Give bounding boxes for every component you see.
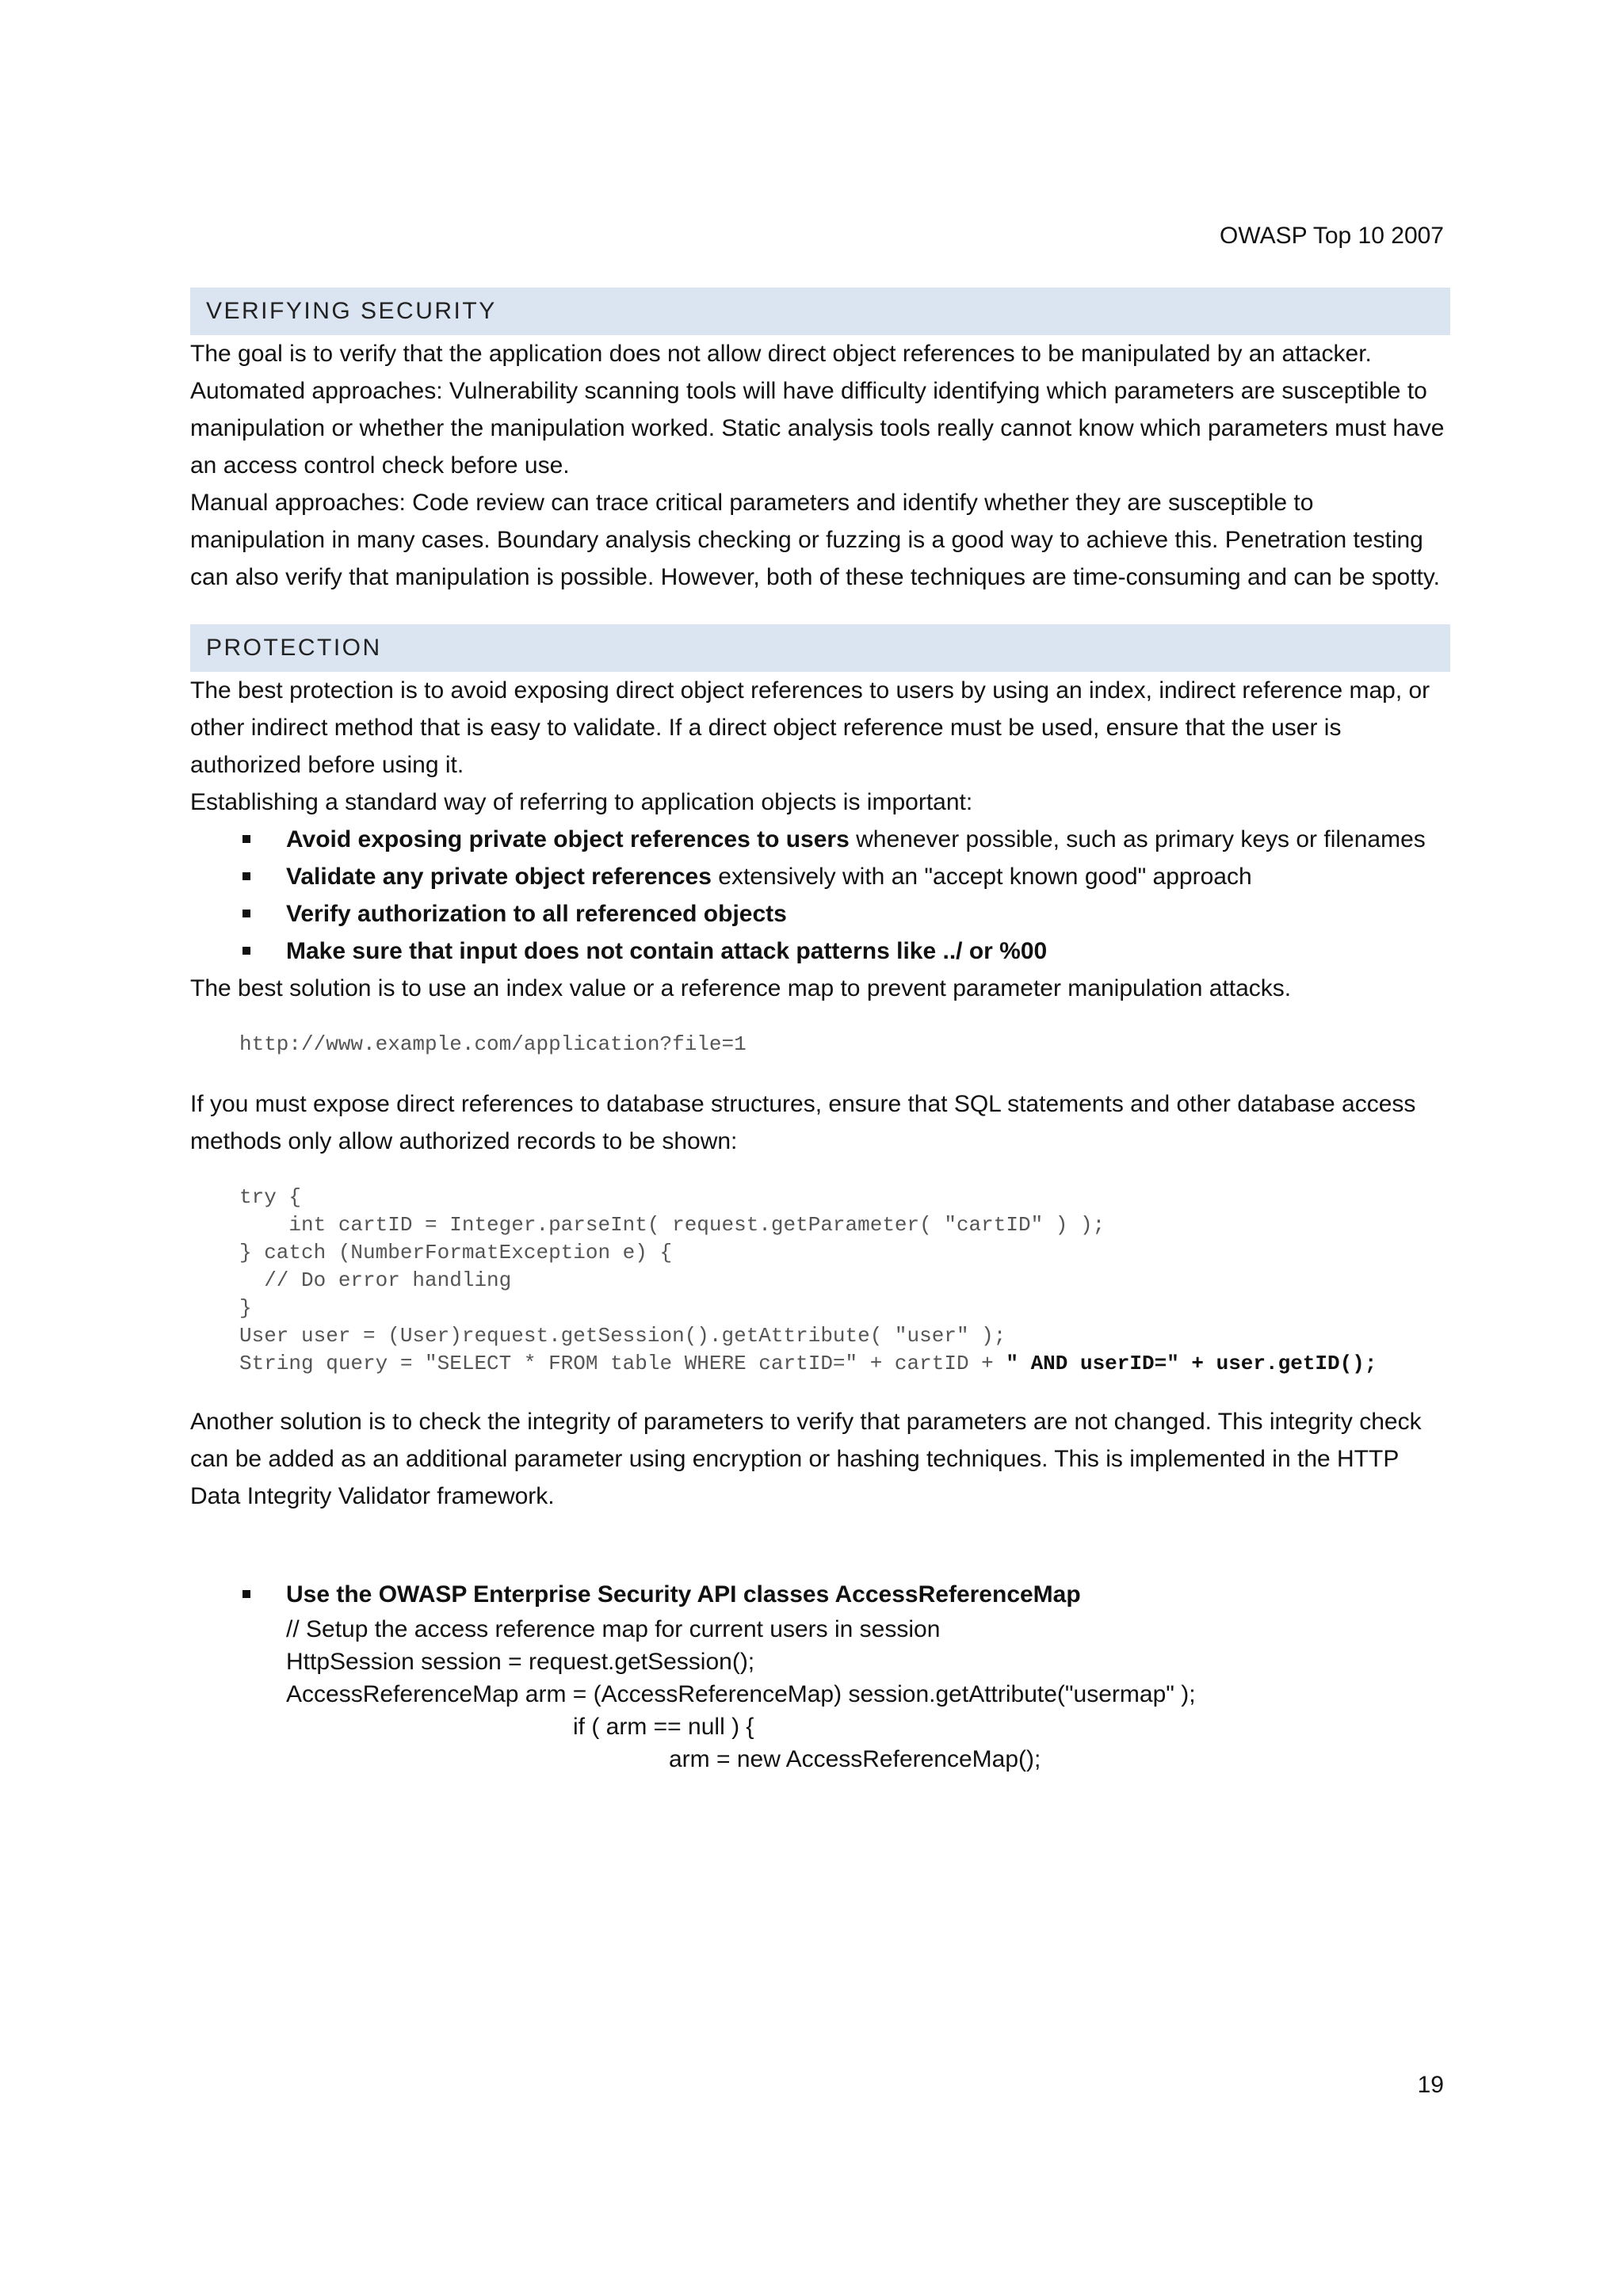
page-content [190, 288, 1450, 1775]
code-example-url: http://www.example.com/application?file=1 [239, 1032, 747, 1056]
esapi-code-line: HttpSession session = request.getSession(); [286, 1649, 755, 1675]
code-line: } catch (NumberFormatException e) { [239, 1241, 673, 1264]
code-line: // Do error handling [239, 1268, 512, 1292]
esapi-code-line-new: arm = new AccessReferenceMap(); [669, 1746, 1041, 1772]
bullet-square-icon [242, 872, 250, 880]
code-line: int cartID = Integer.parseInt( request.getParameter( "cartID" ) ); [239, 1213, 1106, 1237]
verifying-paragraph-goal: The goal is to verify that the application does not allow direct object references to be manipulated by an attacker. [190, 341, 1372, 367]
esapi-code-line-if: if ( arm == null ) { [573, 1714, 754, 1740]
verifying-paragraph-automated: Automated approaches: Vulnerability scanning tools will have difficulty identifying which parameters are susceptible to manipulation or whether the manipulation worked. Static analysis tools really cannot know which parameters must have an access control check before use. [190, 378, 1445, 479]
bullet-bold-text: Verify authorization to all referenced objects [286, 901, 787, 927]
protection-bullet-list [190, 821, 1450, 970]
list-item [190, 1576, 1450, 1613]
code-block-cartid [190, 1184, 1450, 1378]
bullet-square-icon [242, 1590, 250, 1598]
list-item [190, 821, 1450, 858]
code-line-query-plain: String query = "SELECT * FROM table WHERE cartID=" + cartID + [239, 1352, 1006, 1375]
code-line: User user = (User)request.getSession().getAttribute( "user" ); [239, 1324, 1006, 1348]
protection-paragraph-database: If you must expose direct references to database structures, ensure that SQL statements and other database access methods only allow authorized records to be shown: [190, 1091, 1416, 1154]
running-header: OWASP Top 10 2007 [1220, 223, 1444, 249]
protection-paragraph-best: The best protection is to avoid exposing direct object references to users by using an index, indirect reference map, or other indirect method that is easy to validate. If a direct object reference must be used, ensure that the user is authorized before using it. [190, 677, 1430, 778]
protection-paragraph-establishing: Establishing a standard way of referring to application objects is important: [190, 789, 973, 815]
list-item [190, 895, 1450, 933]
code-line: try { [239, 1185, 302, 1209]
bullet-bold-text: Make sure that input does not contain attack patterns like ../ or %00 [286, 938, 1048, 964]
protection-paragraph-best-solution: The best solution is to use an index value or a reference map to prevent parameter manipulation attacks. [190, 975, 1292, 1001]
verifying-paragraph-manual: Manual approaches: Code review can trace critical parameters and identify whether they are susceptible to manipulation in many cases. Boundary analysis checking or fuzzing is a good way to achieve this. Penetration testing can also verify that manipulation is possible. However, both of these techniques are time-consuming and can be spotty. [190, 490, 1440, 590]
section-heading-verifying-security: VERIFYING SECURITY [190, 288, 1450, 335]
esapi-bullet-title: Use the OWASP Enterprise Security API classes AccessReferenceMap [286, 1581, 1081, 1608]
bullet-text: whenever possible, such as primary keys or filenames [849, 826, 1426, 852]
esapi-code-line: AccessReferenceMap arm = (AccessReferenceMap) session.getAttribute("usermap" ); [286, 1681, 1196, 1707]
code-line-query-bold: " AND userID=" + user.getID(); [1006, 1352, 1377, 1375]
bullet-square-icon [242, 910, 250, 917]
esapi-code-block [190, 1613, 1450, 1775]
bullet-text: extensively with an "accept known good" approach [711, 864, 1252, 890]
esapi-code-line: // Setup the access reference map for current users in session [286, 1616, 941, 1642]
bullet-bold-text: Validate any private object references [286, 864, 712, 890]
bullet-bold-text: Avoid exposing private object references to users [286, 826, 850, 852]
code-line: } [239, 1296, 252, 1320]
protection-paragraph-integrity: Another solution is to check the integrity of parameters to verify that parameters are not changed. This integrity check can be added as an additional parameter using encryption or hashing techniques. This is implemented in the HTTP Data Integrity Validator framework. [190, 1409, 1422, 1509]
page-number: 19 [1417, 2072, 1444, 2098]
esapi-bullet-list [190, 1576, 1450, 1613]
bullet-square-icon [242, 835, 250, 843]
section-heading-protection: PROTECTION [190, 624, 1450, 672]
bullet-square-icon [242, 947, 250, 955]
list-item [190, 858, 1450, 895]
list-item [190, 933, 1450, 970]
